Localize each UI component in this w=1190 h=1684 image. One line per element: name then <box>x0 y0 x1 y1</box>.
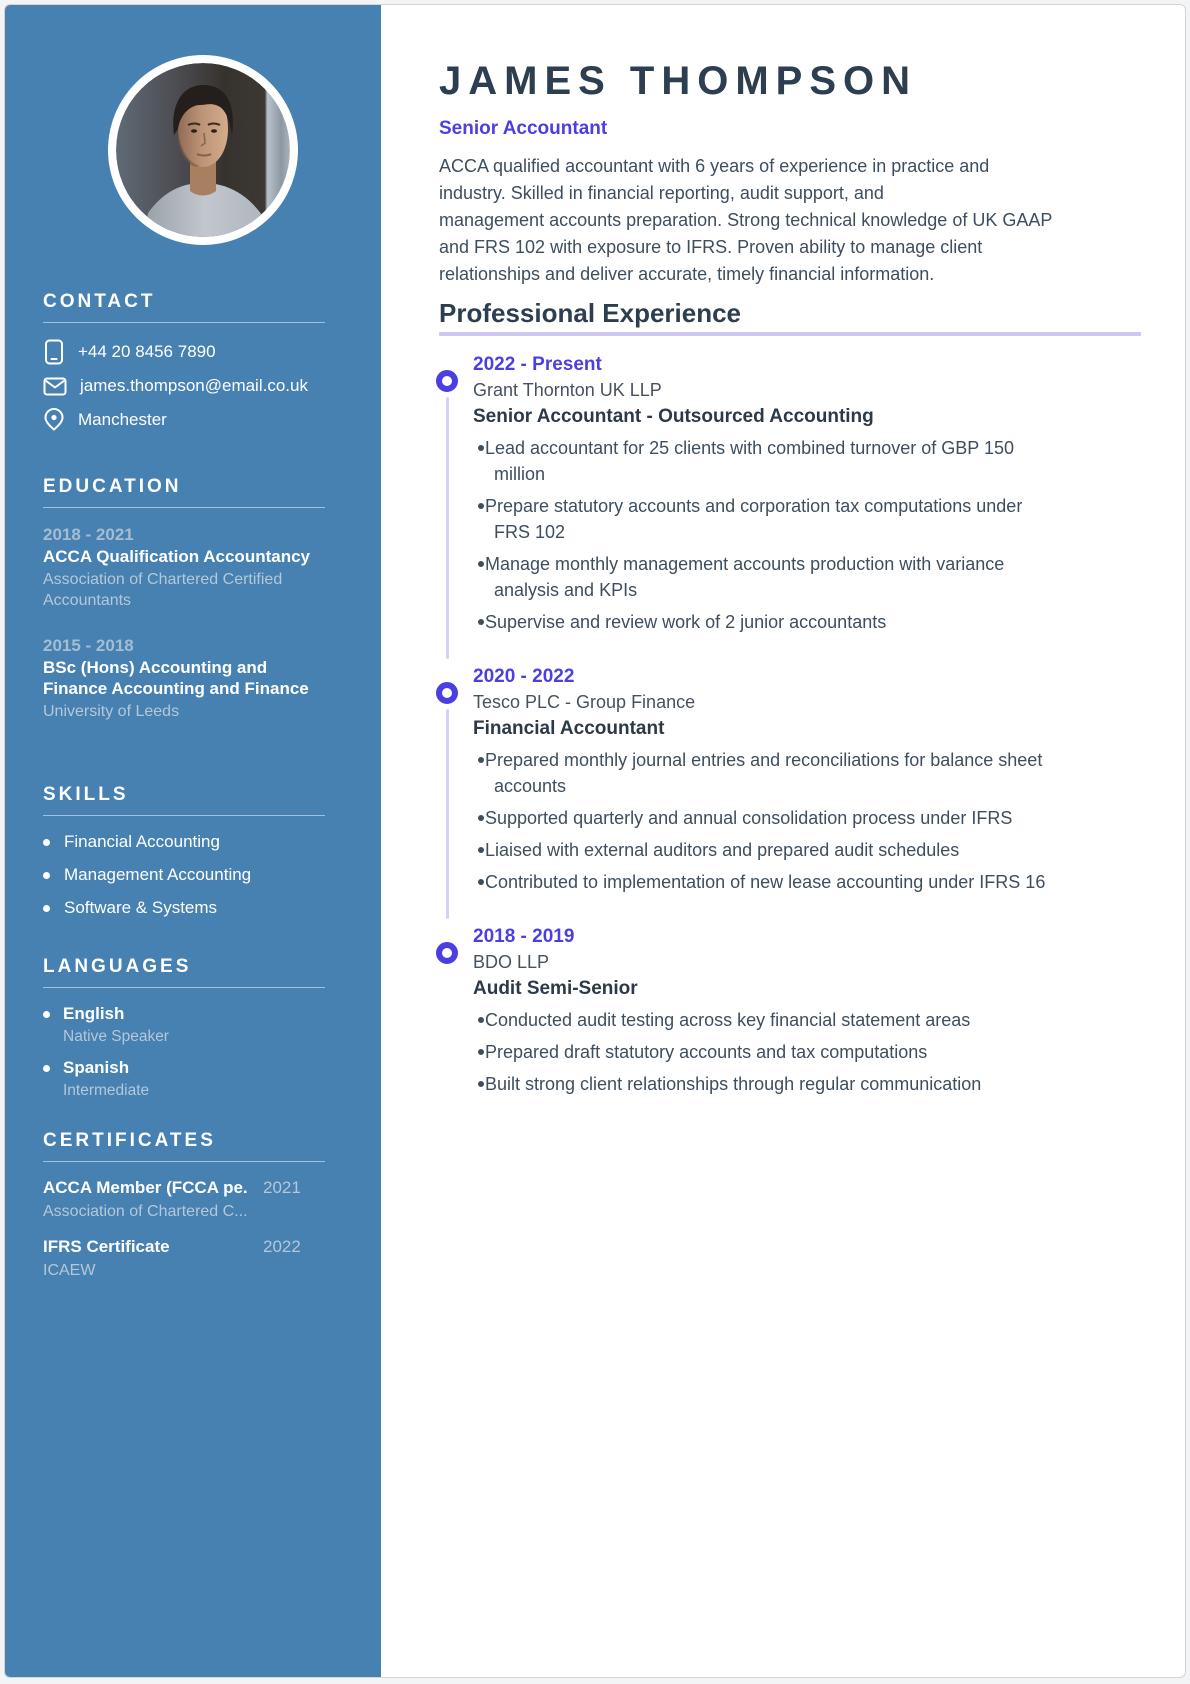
experience-period: 2022 - Present <box>473 354 602 375</box>
certificate-org: Association of Chartered C... <box>43 1203 248 1220</box>
experience-timeline <box>439 353 1141 1097</box>
experience-bullet: Liaised with external auditors and prepared audit schedules <box>473 837 1048 863</box>
languages-section <box>43 956 363 1100</box>
certificate-title: ACCA Member (FCCA pe. <box>43 1178 248 1197</box>
experience-bullet: Built strong client relationships through regular communication <box>473 1071 1048 1097</box>
education-period: 2018 - 2021 <box>43 525 134 544</box>
phone-icon <box>43 339 65 365</box>
education-heading: EDUCATION <box>43 476 182 497</box>
experience-bullet: Manage monthly management accounts production with variance analysis and KPIs <box>473 551 1048 603</box>
languages-heading: LANGUAGES <box>43 956 192 977</box>
bullet-dot-icon <box>43 905 50 912</box>
summary-line: industry. Skilled in financial reporting, audit support, and <box>439 183 884 203</box>
bullet-dot-icon <box>43 1011 50 1018</box>
experience-bullet: Contributed to implementation of new lease accounting under IFRS 16 <box>473 869 1048 895</box>
experience-role: Audit Semi-Senior <box>473 978 638 999</box>
contact-email <box>43 376 363 396</box>
education-entry <box>43 635 363 722</box>
language-name: English <box>63 1004 125 1023</box>
certificate-title: IFRS Certificate <box>43 1237 170 1256</box>
language-name: Spanish <box>63 1058 130 1077</box>
skill-label: Financial Accounting <box>64 832 220 851</box>
summary-line: and FRS 102 with exposure to IFRS. Proven ability to manage client <box>439 237 983 257</box>
experience-role: Senior Accountant - Outsourced Accounting <box>473 406 874 427</box>
experience-bullet: Supervise and review work of 2 junior accountants <box>473 609 1048 635</box>
profile-photo <box>108 55 298 245</box>
contact-email-value: james.thompson@email.co.uk <box>80 376 308 395</box>
language-item <box>43 1058 363 1100</box>
summary-line: ACCA qualified accountant with 6 years of experience in practice and <box>439 156 990 176</box>
bullet-dot-icon <box>43 1065 50 1072</box>
envelope-icon <box>43 377 67 396</box>
experience-entry <box>439 665 1141 895</box>
experience-bullet: Lead accountant for 25 clients with combined turnover of GBP 150 million <box>473 435 1048 487</box>
education-degree: BSc (Hons) Accounting and Finance Accounting and Finance <box>43 658 309 698</box>
skill-label: Software & Systems <box>64 898 218 917</box>
experience-period: 2018 - 2019 <box>473 926 575 947</box>
skills-heading: SKILLS <box>43 784 129 805</box>
experience-company: Tesco PLC - Group Finance <box>473 692 696 712</box>
certificate-org: ICAEW <box>43 1262 96 1279</box>
language-level: Intermediate <box>63 1082 150 1099</box>
education-divider <box>43 507 325 508</box>
skill-item <box>43 832 363 852</box>
experience-heading-underline <box>439 332 1141 336</box>
experience-entry <box>439 925 1141 1097</box>
experience-bullet: Supported quarterly and annual consolidation process under IFRS <box>473 805 1048 831</box>
timeline-marker-icon <box>436 942 458 964</box>
summary-line: relationships and deliver accurate, timely financial information. <box>439 264 935 284</box>
skill-item <box>43 898 363 918</box>
bullet-dot-icon <box>43 872 50 879</box>
experience-bullet-list <box>473 747 1141 895</box>
sidebar <box>5 5 381 1677</box>
education-org: Association of Chartered Certified Accountants <box>43 571 283 609</box>
education-section <box>43 476 363 722</box>
language-level: Native Speaker <box>63 1028 169 1045</box>
experience-bullet-list <box>473 435 1141 635</box>
summary-paragraph <box>439 153 1141 288</box>
education-degree: ACCA Qualification Accountancy <box>43 547 310 566</box>
certificate-item <box>43 1178 363 1221</box>
candidate-job-title: Senior Accountant <box>439 118 608 139</box>
language-name-row <box>43 1058 363 1078</box>
contact-location-value: Manchester <box>78 409 167 429</box>
experience-bullet-list <box>473 1007 1141 1097</box>
contact-section <box>43 291 363 432</box>
skills-divider <box>43 815 325 816</box>
main-content <box>381 5 1186 1677</box>
profile-photo-image <box>116 63 290 237</box>
bullet-dot-icon <box>43 839 50 846</box>
location-pin-icon <box>43 407 65 432</box>
timeline-marker-icon <box>436 370 458 392</box>
education-org: University of Leeds <box>43 703 180 720</box>
contact-phone-value: +44 20 8456 7890 <box>78 342 216 361</box>
experience-bullet: Prepared draft statutory accounts and tax computations <box>473 1039 1048 1065</box>
experience-entry <box>439 353 1141 635</box>
certificate-row <box>43 1237 363 1257</box>
timeline-line <box>446 397 449 659</box>
certificate-row <box>43 1178 363 1198</box>
experience-bullet: Prepare statutory accounts and corporation tax computations under FRS 102 <box>473 493 1048 545</box>
contact-heading: CONTACT <box>43 291 156 312</box>
experience-heading: Professional Experience <box>439 298 742 328</box>
experience-company: Grant Thornton UK LLP <box>473 380 662 400</box>
experience-company: BDO LLP <box>473 952 550 972</box>
education-entry <box>43 524 363 611</box>
certificate-year: 2021 <box>263 1178 301 1197</box>
contact-divider <box>43 322 325 323</box>
language-item <box>43 1004 363 1046</box>
skill-label: Management Accounting <box>64 865 252 884</box>
cv-page <box>4 4 1186 1678</box>
education-period: 2015 - 2018 <box>43 636 134 655</box>
experience-role: Financial Accountant <box>473 718 665 739</box>
summary-line: management accounts preparation. Strong technical knowledge of UK GAAP <box>439 210 1053 230</box>
certificate-year: 2022 <box>263 1237 301 1256</box>
experience-period: 2020 - 2022 <box>473 666 575 687</box>
certificates-section <box>43 1130 363 1280</box>
experience-bullet: Prepared monthly journal entries and reconciliations for balance sheet accounts <box>473 747 1048 799</box>
experience-bullet: Conducted audit testing across key financial statement areas <box>473 1007 1048 1033</box>
candidate-name: JAMES THOMPSON <box>439 59 918 103</box>
certificates-divider <box>43 1161 325 1162</box>
certificates-heading: CERTIFICATES <box>43 1130 216 1151</box>
contact-phone <box>43 339 363 365</box>
skills-section <box>43 784 363 918</box>
certificate-item <box>43 1237 363 1280</box>
skill-item <box>43 865 363 885</box>
timeline-line <box>446 709 449 919</box>
timeline-marker-icon <box>436 682 458 704</box>
language-name-row <box>43 1004 363 1024</box>
contact-location <box>43 407 363 432</box>
languages-divider <box>43 987 325 988</box>
